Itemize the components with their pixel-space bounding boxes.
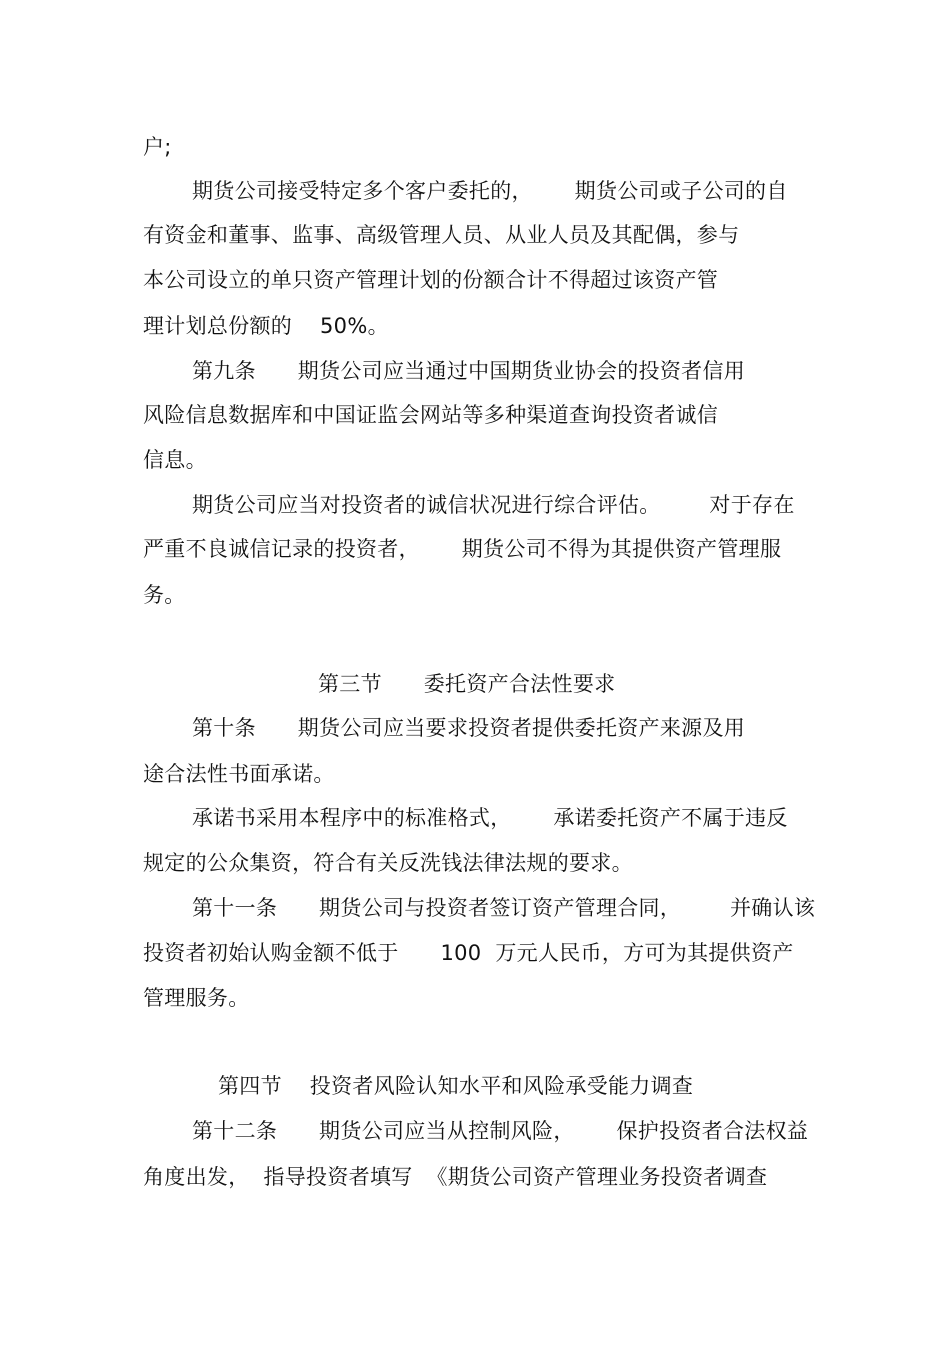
text-line: 信息。 <box>143 448 207 472</box>
text-line: 投资者初始认购金额不低于 100 万元人民币，方可为其提供资产 <box>143 941 794 965</box>
text-line: 风险信息数据库和中国证监会网站等多种渠道查询投资者诚信 <box>143 403 719 427</box>
text-line: 规定的公众集资，符合有关反洗钱法律法规的要求。 <box>143 851 633 875</box>
section-heading: 第三节 委托资产合法性要求 <box>318 672 616 696</box>
article-heading-line: 第九条 期货公司应当通过中国期货业协会的投资者信用 <box>192 359 746 383</box>
text-line: 严重不良诚信记录的投资者， 期货公司不得为其提供资产管理服 <box>143 537 782 561</box>
paragraph-line: 承诺书采用本程序中的标准格式， 承诺委托资产不属于违反 <box>192 806 788 830</box>
text-line: 途合法性书面承诺。 <box>143 762 335 786</box>
text-line: 本公司设立的单只资产管理计划的份额合计不得超过该资产管 <box>143 268 719 292</box>
paragraph-line: 期货公司应当对投资者的诚信状况进行综合评估。 对于存在 <box>192 493 795 517</box>
text-line: 户; <box>143 135 172 159</box>
article-heading-line: 第十一条 期货公司与投资者签订资产管理合同， 并确认该 <box>192 896 816 920</box>
text-line: 有资金和董事、监事、高级管理人员、从业人员及其配偶，参与 <box>143 223 740 247</box>
paragraph-line: 期货公司接受特定多个客户委托的， 期货公司或子公司的自 <box>192 179 788 203</box>
article-heading-line: 第十二条 期货公司应当从控制风险， 保护投资者合法权益 <box>192 1119 809 1143</box>
text-line: 务。 <box>143 583 186 607</box>
section-heading: 第四节 投资者风险认知水平和风险承受能力调查 <box>218 1074 694 1098</box>
text-line: 理计划总份额的 50%。 <box>143 314 389 338</box>
text-line: 管理服务。 <box>143 986 250 1010</box>
text-line: 角度出发， 指导投资者填写 《期货公司资产管理业务投资者调查 <box>143 1165 768 1189</box>
article-heading-line: 第十条 期货公司应当要求投资者提供委托资产来源及用 <box>192 716 746 740</box>
